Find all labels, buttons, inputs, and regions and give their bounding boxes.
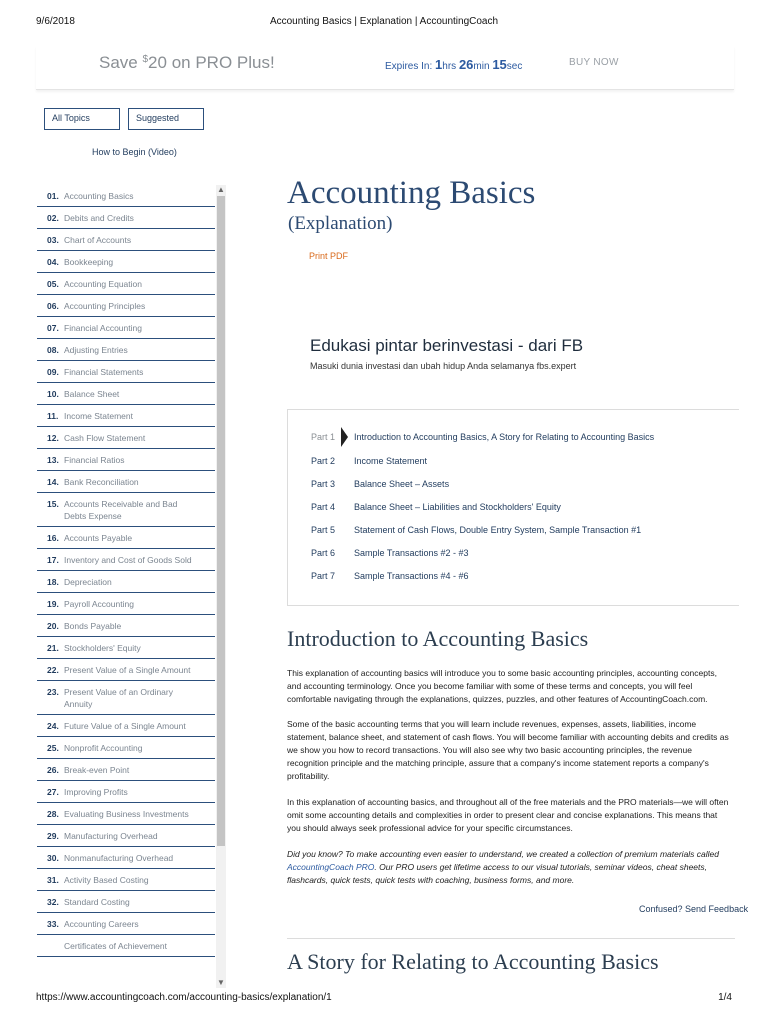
- topic-number: 29.: [47, 831, 59, 841]
- topic-number: 18.: [47, 577, 59, 587]
- topic-label: Accounts Payable: [64, 533, 133, 543]
- topic-label: Present Value of an Ordinary Annuity: [64, 687, 173, 709]
- promo-save-label: Save $: [99, 53, 149, 72]
- topic-number: 06.: [47, 301, 59, 311]
- sidebar-topic-item[interactable]: [37, 737, 215, 759]
- topic-number: 03.: [47, 235, 59, 245]
- part-label: Part 4: [311, 502, 336, 512]
- part-label: Part 2: [311, 456, 336, 466]
- print-url: https://www.accountingcoach.com/accounting-basics/explanation/1: [36, 992, 332, 1003]
- topic-number: 08.: [47, 345, 59, 355]
- topic-number: 24.: [47, 721, 59, 731]
- topic-number: 19.: [47, 599, 59, 609]
- topic-number: 05.: [47, 279, 59, 289]
- sidebar-topic-item[interactable]: [37, 571, 215, 593]
- sidebar-topic-item[interactable]: [37, 251, 215, 273]
- topic-number: 12.: [47, 433, 59, 443]
- sidebar-topic-item[interactable]: [37, 273, 215, 295]
- sidebar-topic-item[interactable]: [37, 317, 215, 339]
- sidebar-topic-item[interactable]: [37, 715, 215, 737]
- topic-label: Accounting Equation: [64, 279, 142, 289]
- ad-text[interactable]: Masuki dunia investasi dan ubah hidup Anda selamanya fbs.expert: [310, 361, 577, 371]
- topic-number: 14.: [47, 477, 59, 487]
- topic-label: Accounting Basics: [64, 191, 134, 201]
- topic-label: Future Value of a Single Amount: [64, 721, 186, 731]
- topic-label: Manufacturing Overhead: [64, 831, 158, 841]
- topic-number: 11.: [47, 411, 59, 421]
- sidebar-topic-item[interactable]: [37, 803, 215, 825]
- topic-label: Chart of Accounts: [64, 235, 132, 245]
- sidebar-topic-item[interactable]: [37, 593, 215, 615]
- promo-save-amount: 20: [148, 53, 167, 72]
- intro-paragraph-1: This explanation of accounting basics will introduce you to some basic accounting principles, accounting concepts, and accounting terminology. Once you become familiar with some of these terms and concepts, you will feel comfortable navigating through the explanations, quizzes, puzzles, and other features of AccountingCoach.com.: [287, 668, 717, 704]
- sidebar-topic-item[interactable]: [37, 471, 215, 493]
- topic-label: Improving Profits: [64, 787, 128, 797]
- intro-heading: Introduction to Accounting Basics: [287, 626, 589, 651]
- topic-number: 23.: [47, 687, 59, 697]
- topic-label: Inventory and Cost of Goods Sold: [64, 555, 192, 565]
- sidebar-topic-item[interactable]: [37, 427, 215, 449]
- story-heading: A Story for Relating to Accounting Basics: [287, 949, 659, 974]
- print-date: 9/6/2018: [36, 16, 75, 27]
- buy-now-link[interactable]: BUY NOW: [569, 57, 619, 68]
- countdown-seconds-unit: sec: [506, 61, 523, 72]
- part-link[interactable]: [311, 525, 641, 535]
- print-footer: [36, 992, 732, 1006]
- topic-label: Financial Ratios: [64, 455, 125, 465]
- part-link[interactable]: [311, 548, 469, 558]
- part-label: Part 1: [311, 432, 336, 442]
- part-title: Sample Transactions #4 - #6: [354, 571, 469, 581]
- sidebar-topic-item[interactable]: [37, 847, 215, 869]
- suggested-button[interactable]: Suggested: [128, 108, 204, 130]
- topic-number: 22.: [47, 665, 59, 675]
- sidebar-topic-item[interactable]: [37, 207, 215, 229]
- topic-number: 09.: [47, 367, 59, 377]
- parts-navigation: [287, 409, 739, 606]
- topic-number: 15.: [47, 499, 59, 509]
- topic-number: 01.: [47, 191, 59, 201]
- part-link[interactable]: [311, 479, 449, 489]
- pro-promo-text-b: . Our PRO users get lifetime access to our visual tutorials, seminar videos, cheat sheets, flashcards, quick tests, quick tests with coaching, business forms, and more.: [287, 862, 708, 885]
- sidebar-topic-item[interactable]: [37, 781, 215, 803]
- topic-label: Break-even Point: [64, 765, 130, 775]
- part-title: Statement of Cash Flows, Double Entry System, Sample Transaction #1: [354, 525, 642, 535]
- topic-label: Balance Sheet: [64, 389, 120, 399]
- sidebar-topic-item[interactable]: [37, 869, 215, 891]
- sidebar-topic-item[interactable]: [37, 913, 215, 935]
- topic-label: Bank Reconciliation: [64, 477, 139, 487]
- sidebar-topic-item[interactable]: [37, 295, 215, 317]
- sidebar-topic-item[interactable]: [37, 637, 215, 659]
- sidebar-topic-item[interactable]: [37, 339, 215, 361]
- topic-label: Income Statement: [64, 411, 133, 421]
- part-label: Part 7: [311, 571, 336, 581]
- part-label: Part 6: [311, 548, 336, 558]
- page-subtitle: (Explanation): [288, 213, 393, 234]
- topic-number: 28.: [47, 809, 59, 819]
- promo-banner: [36, 46, 734, 90]
- sidebar-topic-item[interactable]: [37, 681, 215, 715]
- scroll-up-icon[interactable]: ▲: [217, 185, 225, 194]
- pro-promo-text-a: Did you know? To make accounting even easier to understand, we created a collection of premium materials called: [287, 849, 720, 859]
- topic-label: Evaluating Business Investments: [64, 809, 189, 819]
- topic-label: Nonmanufacturing Overhead: [64, 853, 174, 863]
- promo-save-text: [99, 53, 275, 73]
- print-header: [36, 16, 732, 32]
- topic-label: Activity Based Costing: [64, 875, 149, 885]
- topic-number: 02.: [47, 213, 59, 223]
- topic-list-scrollbar[interactable]: [216, 185, 226, 988]
- certificates-link[interactable]: Certificates of Achievement: [37, 935, 215, 957]
- sidebar-topic-item[interactable]: [37, 493, 215, 527]
- part-title: Introduction to Accounting Basics, A Story for Relating to Accounting Basics: [354, 432, 655, 442]
- accountingcoach-pro-link[interactable]: AccountingCoach PRO: [287, 862, 375, 872]
- topic-label: Standard Costing: [64, 897, 130, 907]
- sidebar-topic-item[interactable]: [37, 185, 215, 207]
- topic-label: Debits and Credits: [64, 213, 134, 223]
- countdown-minutes-unit: min: [473, 61, 490, 72]
- topic-label: Bonds Payable: [64, 621, 122, 631]
- topic-number: 31.: [47, 875, 59, 885]
- promo-save-suffix: on PRO Plus!: [166, 53, 275, 72]
- part-title: Balance Sheet – Assets: [354, 479, 450, 489]
- topic-number: 07.: [47, 323, 59, 333]
- topic-label: Accounts Receivable and Bad Debts Expense: [64, 499, 178, 521]
- part-link[interactable]: [311, 456, 427, 466]
- topic-label: Stockholders' Equity: [64, 643, 141, 653]
- topic-list: [37, 185, 215, 957]
- topic-number: 32.: [47, 897, 59, 907]
- topic-number: 20.: [47, 621, 59, 631]
- topic-number: 26.: [47, 765, 59, 775]
- topic-label: Adjusting Entries: [64, 345, 128, 355]
- page-title: Accounting Basics: [287, 175, 536, 211]
- print-page-title: Accounting Basics | Explanation | AccountingCoach: [269, 16, 499, 27]
- topic-label: Financial Accounting: [64, 323, 142, 333]
- promo-countdown: [385, 57, 522, 72]
- sidebar-topic-item[interactable]: [37, 361, 215, 383]
- sidebar-topic-item[interactable]: [37, 549, 215, 571]
- part-label: Part 5: [311, 525, 336, 535]
- topic-number: 13.: [47, 455, 59, 465]
- countdown-minutes: 26: [458, 57, 474, 72]
- part-title: Sample Transactions #2 - #3: [354, 548, 469, 558]
- sidebar-topic-item[interactable]: [37, 759, 215, 781]
- confused-clip: [630, 900, 749, 916]
- print-page-number: 1/4: [718, 992, 732, 1003]
- intro-paragraph-2: Some of the basic accounting terms that you will learn include revenues, expenses, assets, liabilities, income statement, balance sheet, and statement of cash flows. You will become familiar with accounting debits and credits as we show you how to record transactions. You will also see why two basic accounting principles, the revenue recognition principle and the matching principle, assure that a company's income statement reports a company's profitability.: [287, 719, 729, 781]
- topic-number: 33.: [47, 919, 59, 929]
- part-title: Balance Sheet – Liabilities and Stockholders' Equity: [354, 502, 561, 512]
- countdown-hours-unit: hrs: [442, 61, 457, 72]
- send-feedback-link[interactable]: Confused? Send Feedback: [639, 904, 749, 914]
- topic-number: 27.: [47, 787, 59, 797]
- topic-label: Accounting Careers: [64, 919, 139, 929]
- sidebar-topic-item[interactable]: [37, 615, 215, 637]
- expires-label: Expires In:: [385, 61, 433, 72]
- topic-label: Present Value of a Single Amount: [64, 665, 191, 675]
- scroll-down-icon[interactable]: ▼: [217, 978, 225, 987]
- countdown-seconds: 15: [492, 57, 507, 72]
- sidebar-topic-item[interactable]: [37, 383, 215, 405]
- sidebar-topic-item[interactable]: [37, 229, 215, 251]
- part-link[interactable]: [311, 432, 654, 442]
- print-pdf-link[interactable]: Print PDF: [309, 251, 349, 261]
- topic-number: 04.: [47, 257, 59, 267]
- topic-label: Accounting Principles: [64, 301, 146, 311]
- topic-number: 16.: [47, 533, 59, 543]
- sidebar-topic-item[interactable]: [37, 659, 215, 681]
- topic-label: Bookkeeping: [64, 257, 114, 267]
- topic-label: Cash Flow Statement: [64, 433, 146, 443]
- topic-number: 10.: [47, 389, 59, 399]
- pro-promo-paragraph: [287, 848, 737, 887]
- topic-label: Financial Statements: [64, 367, 144, 377]
- topic-number: 21.: [47, 643, 59, 653]
- topic-label: Nonprofit Accounting: [64, 743, 143, 753]
- topic-number: 30.: [47, 853, 59, 863]
- sidebar-topic-item[interactable]: [37, 891, 215, 913]
- countdown-hours: 1: [435, 57, 443, 72]
- topic-number: 25.: [47, 743, 59, 753]
- sidebar-topic-item[interactable]: [37, 527, 215, 549]
- topic-number: 17.: [47, 555, 59, 565]
- part-label: Part 3: [311, 479, 336, 489]
- topic-label: Depreciation: [64, 577, 112, 587]
- section-divider: [287, 938, 735, 939]
- part-link[interactable]: [311, 502, 561, 512]
- sidebar-topic-item[interactable]: [37, 825, 215, 847]
- sidebar-topic-item[interactable]: [37, 405, 215, 427]
- how-to-begin-link[interactable]: How to Begin (Video): [92, 147, 177, 157]
- scroll-thumb[interactable]: [217, 196, 225, 846]
- part-title: Income Statement: [354, 456, 428, 466]
- topic-label: Payroll Accounting: [64, 599, 134, 609]
- intro-paragraph-3: In this explanation of accounting basics, and throughout all of the free materials and the PRO materials—we will often omit some accounting details and complexities in order to present clear and concise explanations. This means that you should always seek professional advice for your specific circumstances.: [287, 797, 729, 833]
- all-topics-button[interactable]: All Topics: [44, 108, 120, 130]
- ad-title[interactable]: Edukasi pintar berinvestasi - dari FB: [310, 336, 584, 355]
- sidebar-topic-item[interactable]: [37, 449, 215, 471]
- part-link[interactable]: [311, 571, 469, 581]
